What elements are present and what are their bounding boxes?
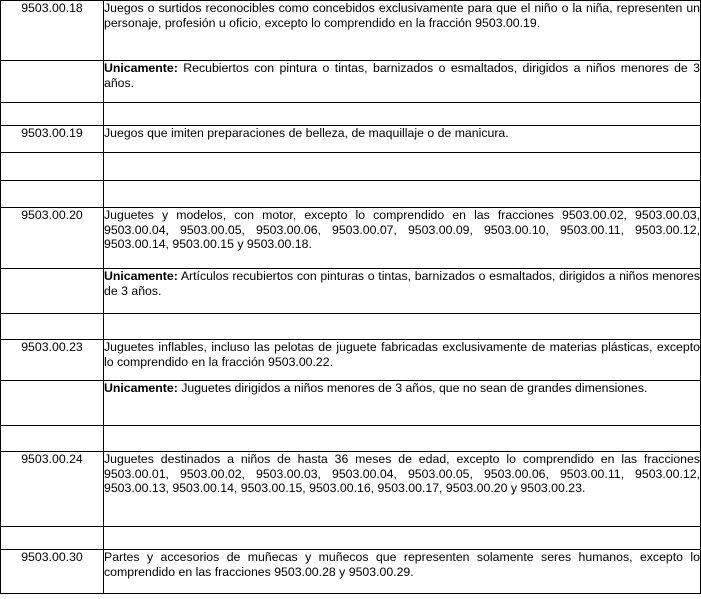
- empty-cell: [104, 181, 701, 208]
- empty-cell: [1, 426, 104, 452]
- empty-cell: [1, 153, 104, 181]
- table-row: [1, 550, 701, 594]
- empty-cell: [1, 314, 104, 340]
- restriction-label: Unicamente:: [104, 381, 178, 395]
- empty-code-cell: [1, 269, 104, 314]
- restriction-text: Juguetes dirigidos a niños menores de 3 años, que no sean de grandes dimensiones.: [181, 381, 648, 395]
- empty-cell: [1, 527, 104, 550]
- tariff-code: 9503.00.18: [1, 1, 104, 61]
- table-row-empty: [1, 314, 701, 340]
- empty-cell: [104, 426, 701, 452]
- empty-cell: [1, 103, 104, 126]
- table-row: [1, 340, 701, 381]
- table-row-empty: [1, 181, 701, 208]
- table-row-restriction: [1, 381, 701, 426]
- empty-cell: [104, 103, 701, 126]
- table-row-empty: [1, 527, 701, 550]
- empty-cell: [104, 153, 701, 181]
- table-row: [1, 208, 701, 269]
- table-row: [1, 452, 701, 527]
- table-row-empty: [1, 103, 701, 126]
- tariff-code: 9503.00.19: [1, 126, 104, 153]
- restriction-text: Recubiertos con pintura o tintas, barnizados o esmaltados, dirigidos a niños menores de 3 años.: [104, 61, 700, 90]
- tariff-code: 9503.00.24: [1, 452, 104, 527]
- table-row: [1, 1, 701, 61]
- empty-code-cell: [1, 381, 104, 426]
- table-row-restriction: [1, 269, 701, 314]
- restriction-label: Unicamente:: [104, 269, 178, 283]
- restriction-text: Artículos recubiertos con pinturas o tintas, barnizados o esmaltados, dirigidos a niños menores de 3 años.: [104, 269, 700, 298]
- tariff-description: Juegos que imiten preparaciones de belleza, de maquillaje o de manicura.: [104, 126, 701, 153]
- table-row-empty: [1, 426, 701, 452]
- restriction-cell: [104, 61, 701, 103]
- tariff-description: Partes y accesorios de muñecas y muñecos que representen solamente seres humanos, excepto lo comprendido en las fracciones 9503.00.28 y 9503.00.29.: [104, 550, 701, 594]
- restriction-cell: [104, 381, 701, 426]
- table-row-restriction: [1, 61, 701, 103]
- tariff-code: 9503.00.20: [1, 208, 104, 269]
- tariff-description: Juguetes inflables, incluso las pelotas de juguete fabricadas exclusivamente de materias plásticas, excepto lo comprendido en la fracción 9503.00.22.: [104, 340, 701, 381]
- tariff-code: 9503.00.23: [1, 340, 104, 381]
- tariff-description: Juguetes destinados a niños de hasta 36 meses de edad, excepto lo comprendido en las fracciones 9503.00.01, 9503.00.02, 9503.00.03, 9503.00.04, 9503.00.05, 9503.00.06, 9503.00.11, 9503.00.12, 9503.00.13, 9503.00.14, 9503.00.15, 9503.00.16, 9503.00.17, 9503.00.20 y 9503.00.23.: [104, 452, 701, 527]
- empty-cell: [1, 181, 104, 208]
- empty-code-cell: [1, 61, 104, 103]
- table-row: [1, 126, 701, 153]
- tariff-description: Juguetes y modelos, con motor, excepto lo comprendido en las fracciones 9503.00.02, 9503.00.03, 9503.00.04, 9503.00.05, 9503.00.06, 9503.00.07, 9503.00.09, 9503.00.10, 9503.00.11, 9503.00.12, 9503.00.14, 9503.00.15 y 9503.00.18.: [104, 208, 701, 269]
- empty-cell: [104, 314, 701, 340]
- restriction-label: Unicamente:: [104, 61, 178, 75]
- empty-cell: [104, 527, 701, 550]
- restriction-cell: [104, 269, 701, 314]
- tariff-description: Juegos o surtidos reconocibles como concebidos exclusivamente para que el niño o la niña, representen un personaje, profesión u oficio, excepto lo comprendido en la fracción 9503.00.19.: [104, 1, 701, 61]
- tariff-code: 9503.00.30: [1, 550, 104, 594]
- table-row-empty: [1, 153, 701, 181]
